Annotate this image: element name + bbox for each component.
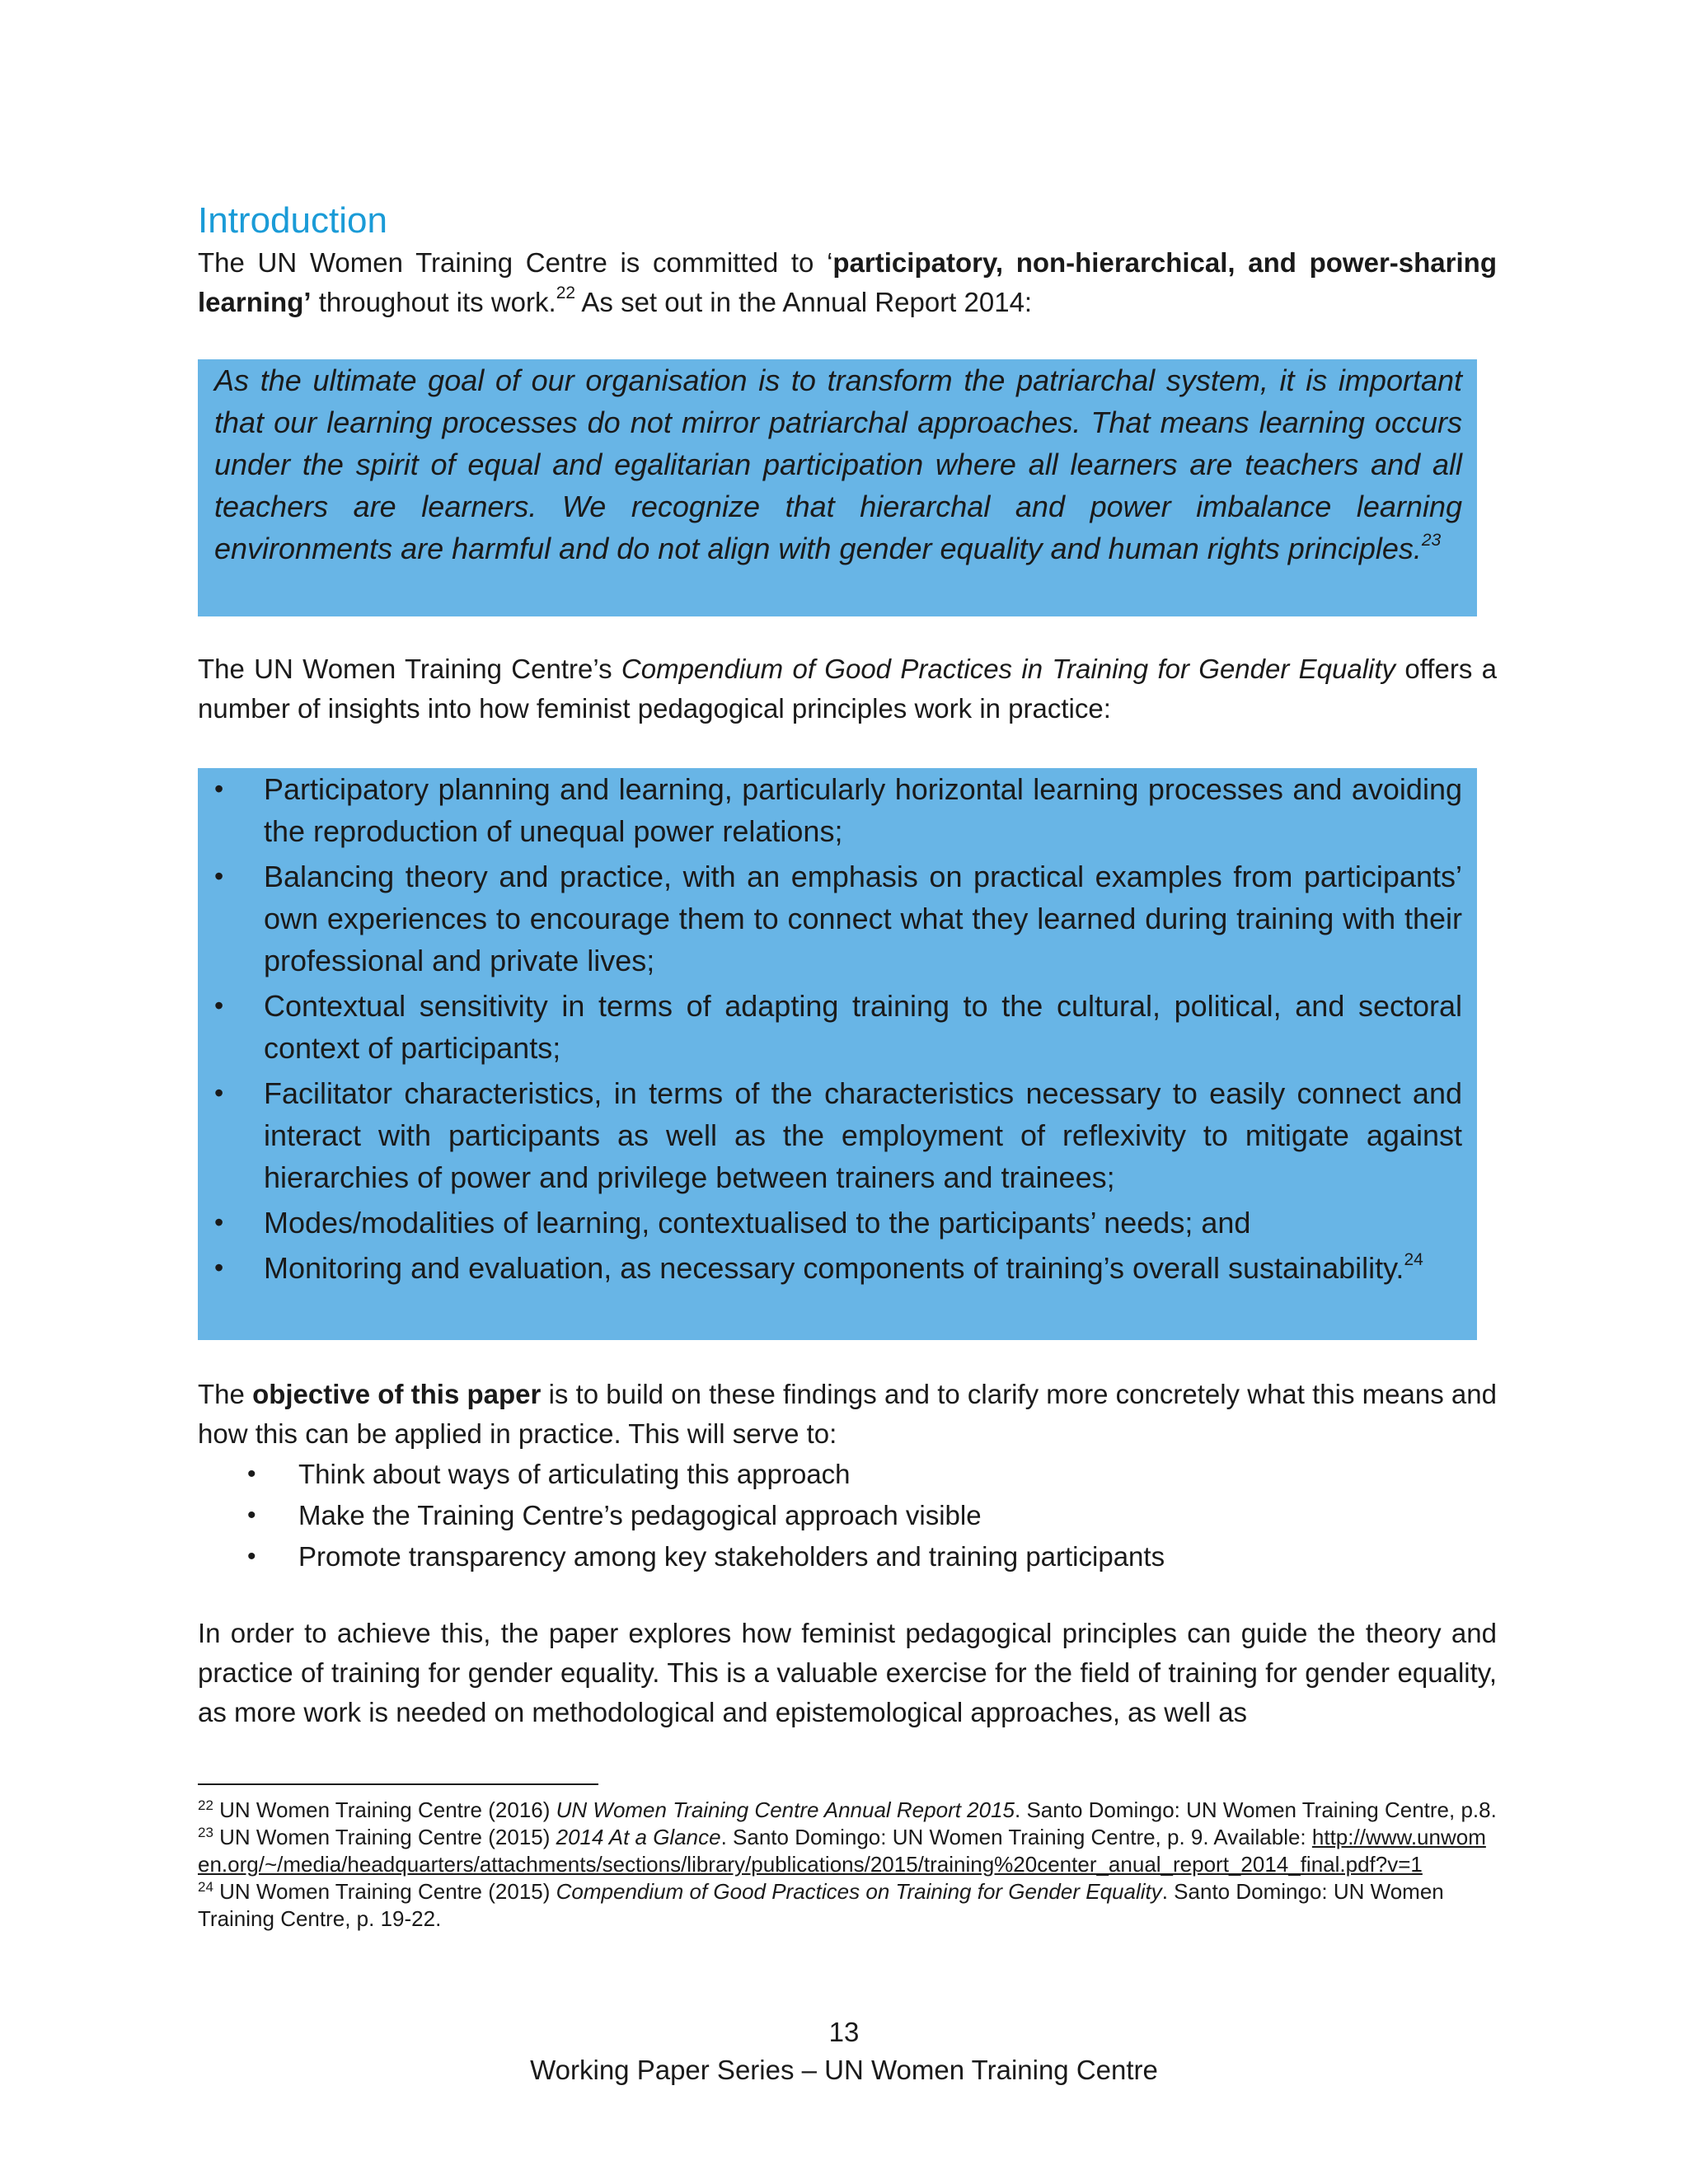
intro-text-end: As set out in the Annual Report 2014: — [575, 287, 1033, 317]
list-item-text: Think about ways of articulating this approach — [298, 1459, 851, 1489]
section-heading: Introduction — [198, 200, 387, 241]
list-item — [198, 768, 1462, 852]
quote-body: As the ultimate goal of our organisation is to transform the patriarchal system, it is important that our learning processes do not mirror patriarchal approaches. That means learning occurs under the spirit of equal and egalitarian participation where all learners are teachers and all teachers are learners. We recognize that hierarchal and power imbalance learning environments are harmful and do not align with gender equality and human rights principles. — [214, 363, 1462, 565]
footnote-number: 22 — [198, 1797, 213, 1813]
list-item — [198, 1495, 1497, 1536]
page-number: 13 — [828, 2017, 860, 2047]
compendium-text-start: The UN Women Training Centre’s — [198, 654, 621, 684]
closing-paragraph: In order to achieve this, the paper explores how feminist pedagogical principles can guide the theory and practice of training for gender equality. This is a valuable exercise for the field of training for gender equality, as more work is needed on methodological and epistemological approaches, as well as — [198, 1618, 1497, 1727]
footnote-22 — [198, 1797, 1497, 1824]
footnote-text: UN Women Training Centre (2015) — [213, 1879, 556, 1904]
footnote-title: UN Women Training Centre Annual Report 2015 — [556, 1797, 1015, 1822]
list-item — [198, 1454, 1497, 1495]
list-item-text: Make the Training Centre’s pedagogical approach visible — [298, 1500, 982, 1530]
bullet-icon: • — [214, 991, 224, 1020]
footnote-ref-23[interactable]: 23 — [1421, 531, 1442, 550]
footnote-number: 24 — [198, 1879, 213, 1895]
footnote-ref-24[interactable]: 24 — [1404, 1250, 1423, 1269]
footnote-text: . Santo Domingo: UN Women Training Centre, p. 19-22. — [198, 1879, 1444, 1931]
bullet-icon: • — [214, 861, 224, 891]
list-item — [198, 1072, 1462, 1198]
footnote-link[interactable]: http://www.unwomen.org/~/media/headquarters/attachments/sections/library/publications/2015/training%20center_anual_report_2014_final.pdf?v=1 — [198, 1825, 1486, 1877]
objective-text-end: is to build on these findings and to clarify more concretely what this means and how this can be applied in practice. This will serve to: — [198, 1379, 1497, 1449]
footnote-title: 2014 At a Glance — [556, 1825, 721, 1849]
practices-box — [198, 768, 1477, 1340]
list-item-text: Modes/modalities of learning, contextualised to the participants’ needs; and — [264, 1206, 1251, 1240]
quote-text — [214, 359, 1462, 569]
objective-list — [198, 1454, 1497, 1577]
footnote-text: . Santo Domingo: UN Women Training Centre, p. 9. Available: — [720, 1825, 1312, 1849]
page-footer: Working Paper Series – UN Women Training Centre — [530, 2055, 1158, 2085]
footnotes — [198, 1797, 1497, 1933]
objective-paragraph — [198, 1375, 1497, 1454]
list-item-text: Monitoring and evaluation, as necessary components of training’s overall sustainability. — [264, 1251, 1404, 1285]
list-item-text: Balancing theory and practice, with an emphasis on practical examples from participants’ own experiences to encourage them to connect what they learned during training with their professional and private lives; — [264, 860, 1462, 977]
footnote-24 — [198, 1878, 1497, 1933]
quote-box — [198, 359, 1477, 616]
bullet-icon: • — [247, 1460, 256, 1488]
footnote-text: . Santo Domingo: UN Women Training Centre, p.8. — [1015, 1797, 1497, 1822]
footnote-title: Compendium of Good Practices on Training for Gender Equality — [556, 1879, 1162, 1904]
intro-text-mid: throughout its work. — [311, 287, 556, 317]
bullet-icon: • — [214, 774, 224, 804]
list-item — [198, 1202, 1462, 1244]
objective-bold-phrase: objective of this paper — [252, 1379, 542, 1409]
objective-text-start: The — [198, 1379, 253, 1409]
list-item — [198, 1247, 1462, 1289]
compendium-text-end: offers a number of insights into how feminist pedagogical principles work in practice: — [198, 654, 1497, 724]
list-item — [198, 985, 1462, 1069]
list-item — [198, 1536, 1497, 1577]
intro-paragraph — [198, 243, 1497, 322]
list-item-text: Participatory planning and learning, particularly horizontal learning processes and avoiding the reproduction of unequal power relations; — [264, 772, 1462, 848]
bullet-icon: • — [247, 1543, 256, 1570]
bullet-icon: • — [214, 1207, 224, 1237]
list-item — [198, 855, 1462, 982]
bullet-icon: • — [214, 1078, 224, 1108]
bullet-icon: • — [247, 1502, 256, 1529]
footnote-text: UN Women Training Centre (2016) — [213, 1797, 556, 1822]
footnote-text: UN Women Training Centre (2015) — [213, 1825, 556, 1849]
list-item-text: Facilitator characteristics, in terms of the characteristics necessary to easily connect and interact with participants as well as the employment of reflexivity to mitigate against hierarchies of power and privilege between trainers and trainees; — [264, 1076, 1462, 1194]
list-item-text: Contextual sensitivity in terms of adapting training to the cultural, political, and sectoral context of participants; — [264, 989, 1462, 1065]
bullet-icon: • — [214, 1253, 224, 1282]
footnote-23 — [198, 1824, 1497, 1878]
practices-list — [198, 768, 1462, 1289]
intro-bold-phrase: participatory, non-hierarchical, and power-sharing learning’ — [198, 247, 1497, 317]
intro-text-start: The UN Women Training Centre is committed to ‘ — [198, 247, 833, 278]
footnote-divider — [198, 1783, 598, 1785]
footnote-number: 23 — [198, 1825, 213, 1840]
footnote-ref-22[interactable]: 22 — [556, 284, 576, 302]
compendium-paragraph — [198, 649, 1497, 729]
list-item-text: Promote transparency among key stakeholders and training participants — [298, 1541, 1165, 1572]
compendium-title: Compendium of Good Practices in Training for Gender Equality — [621, 654, 1396, 684]
